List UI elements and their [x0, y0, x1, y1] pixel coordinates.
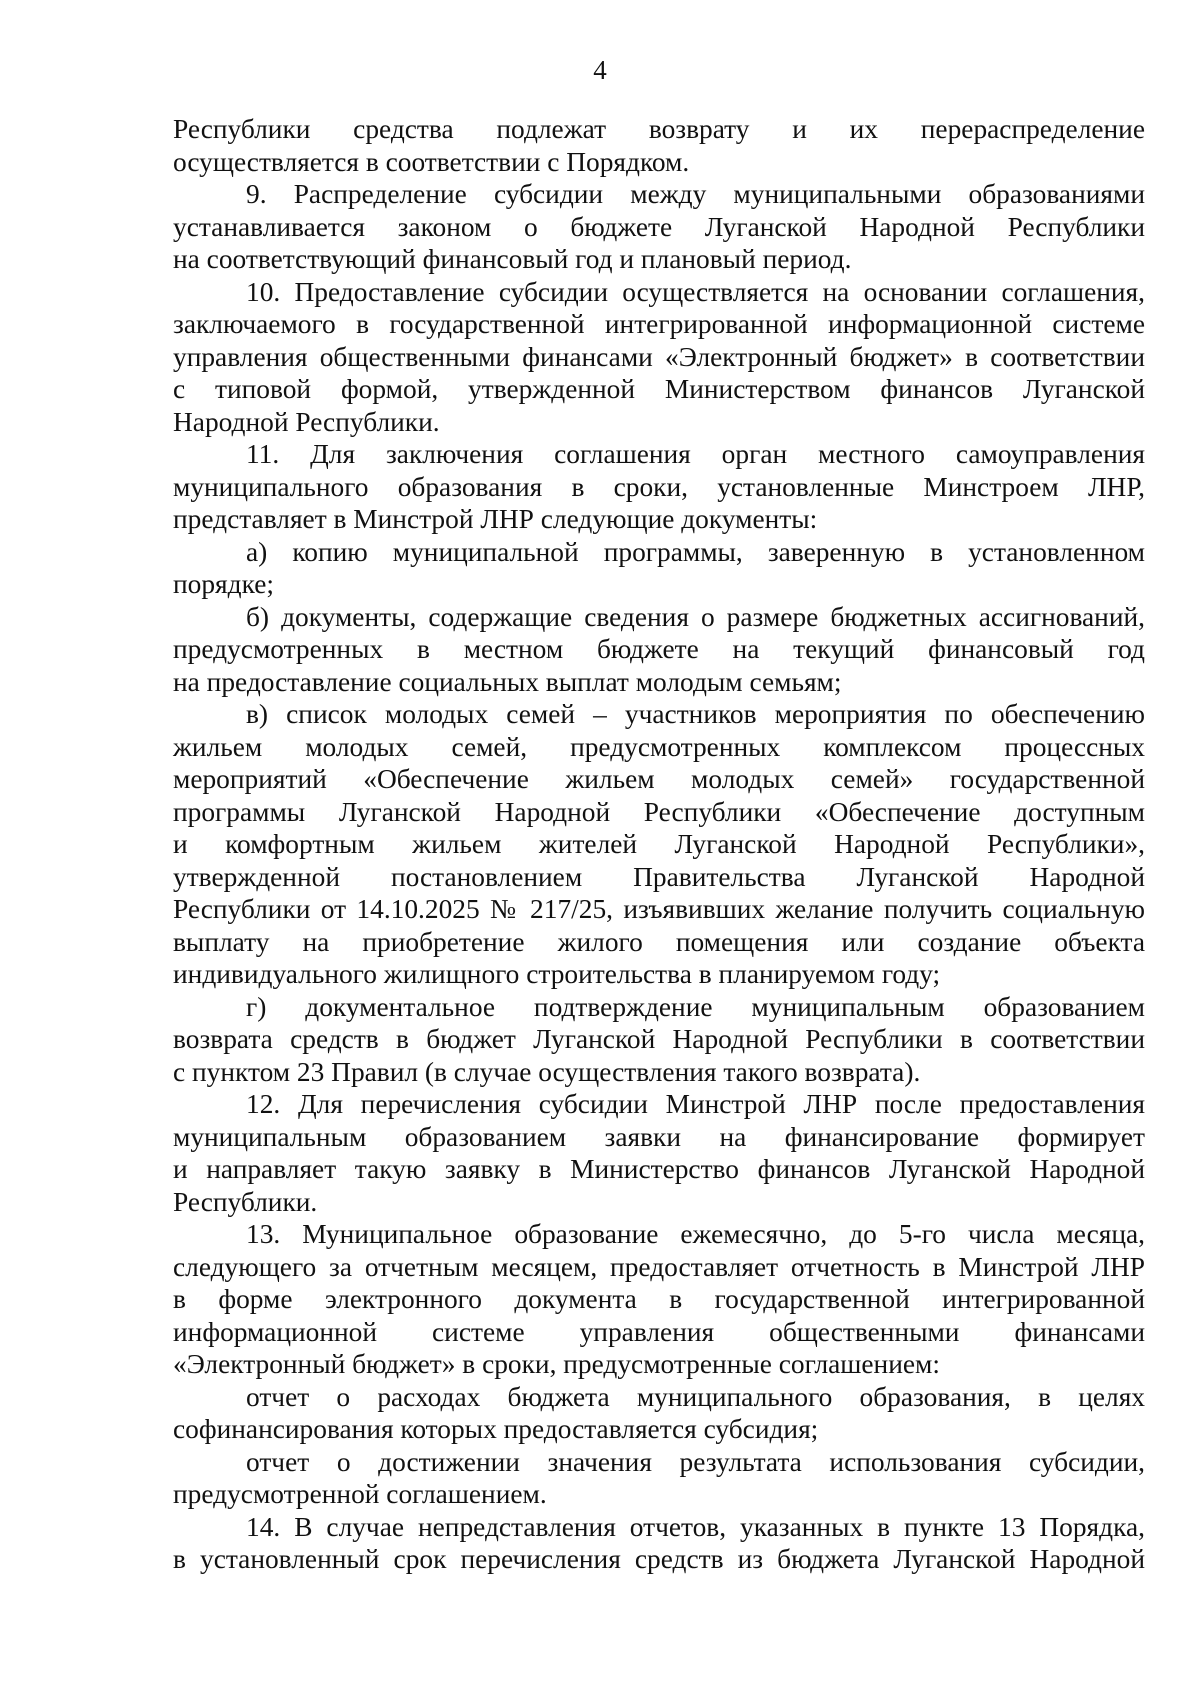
- text-line: выплату на приобретение жилого помещения или создание объекта: [173, 926, 1145, 957]
- text-line: Республики средства подлежат возврату и их перераспределение: [173, 114, 1145, 144]
- text-line: утвержденной постановлением Правительства Луганской Народной: [173, 861, 1145, 892]
- text-line: Республики от 14.10.2025 № 217/25, изъявивших желание получить социальную: [173, 894, 1145, 924]
- text-line: порядке;: [173, 569, 274, 599]
- text-line: на соответствующий финансовый год и плановый период.: [173, 244, 852, 274]
- text-line: с пунктом 23 Правил (в случае осуществления такого возврата).: [173, 1056, 921, 1087]
- text-line: Республики.: [173, 1186, 318, 1217]
- text-line: 13. Муниципальное образование ежемесячно, до 5-го числа месяца,: [246, 1219, 1145, 1249]
- text-line: Народной Республики.: [173, 406, 440, 437]
- text-line: возврата средств в бюджет Луганской Народной Республики в соответствии: [173, 1024, 1145, 1054]
- text-line: мероприятий «Обеспечение жильем молодых семей» государственной: [173, 764, 1145, 794]
- paragraph-p13b: [173, 1446, 1145, 1511]
- text-line: на предоставление социальных выплат молодым семьям;: [173, 666, 842, 697]
- text-line: 14. В случае непредставления отчетов, указанных в пункте 13 Порядка,: [246, 1511, 1145, 1542]
- page-number: 4: [593, 55, 607, 85]
- paragraph-p10: [173, 276, 1145, 439]
- text-line: 12. Для перечисления субсидии Минстрой ЛНР после предоставления: [246, 1089, 1145, 1119]
- paragraph-p11b: [173, 601, 1145, 699]
- text-line: б) документы, содержащие сведения о размере бюджетных ассигнований,: [246, 601, 1145, 632]
- text-line: муниципальным образованием заявки на финансирование формирует: [173, 1121, 1145, 1152]
- text-line: софинансирования которых предоставляется субсидия;: [173, 1414, 819, 1444]
- paragraph-p11a: [173, 536, 1145, 601]
- text-line: «Электронный бюджет» в сроки, предусмотренные соглашением:: [173, 1349, 940, 1379]
- text-line: представляет в Минстрой ЛНР следующие документы:: [173, 504, 818, 534]
- text-line: предусмотренных в местном бюджете на текущий финансовый год: [173, 634, 1145, 664]
- text-line: устанавливается законом о бюджете Луганской Народной Республики: [173, 211, 1145, 242]
- text-line: 10. Предоставление субсидии осуществляется на основании соглашения,: [246, 276, 1145, 307]
- text-line: г) документальное подтверждение муниципальным образованием: [246, 991, 1145, 1022]
- text-line: отчет о расходах бюджета муниципального образования, в целях: [246, 1381, 1145, 1412]
- text-line: в) список молодых семей – участников мероприятия по обеспечению: [246, 699, 1145, 729]
- paragraph-p11: [173, 438, 1145, 536]
- text-line: заключаемого в государственной интегрированной информационной системе: [173, 309, 1145, 339]
- text-line: осуществляется в соответствии с Порядком.: [173, 146, 690, 177]
- paragraph-p13: [173, 1218, 1145, 1381]
- text-line: с типовой формой, утвержденной Министерством финансов Луганской: [173, 374, 1145, 404]
- text-line: индивидуального жилищного строительства в планируемом году;: [173, 959, 941, 989]
- text-line: в форме электронного документа в государственной интегрированной: [173, 1284, 1145, 1314]
- text-line: в установленный срок перечисления средств из бюджета Луганской Народной: [173, 1544, 1145, 1574]
- text-line: 11. Для заключения соглашения орган местного самоуправления: [246, 439, 1145, 469]
- text-line: отчет о достижении значения результата использования субсидии,: [246, 1446, 1145, 1477]
- text-line: управления общественными финансами «Электронный бюджет» в соответствии: [173, 341, 1145, 372]
- paragraph-p13a: [173, 1381, 1145, 1446]
- paragraph-p9: [173, 178, 1145, 276]
- document-body: [173, 113, 1145, 1576]
- paragraph-p0: [173, 113, 1145, 178]
- text-line: муниципального образования в сроки, установленные Минстроем ЛНР,: [173, 471, 1145, 502]
- text-line: и комфортным жильем жителей Луганской Народной Республики»,: [173, 829, 1145, 859]
- text-line: и направляет такую заявку в Министерство финансов Луганской Народной: [173, 1154, 1145, 1184]
- text-line: следующего за отчетным месяцем, предоставляет отчетность в Минстрой ЛНР: [173, 1251, 1145, 1282]
- text-line: предусмотренной соглашением.: [173, 1479, 547, 1509]
- text-line: программы Луганской Народной Республики «Обеспечение доступным: [173, 796, 1145, 827]
- paragraph-p14: [173, 1511, 1145, 1576]
- paragraph-p12: [173, 1088, 1145, 1218]
- paragraph-p11g: [173, 991, 1145, 1089]
- text-line: 9. Распределение субсидии между муниципальными образованиями: [246, 179, 1145, 209]
- text-line: информационной системе управления общественными финансами: [173, 1316, 1145, 1347]
- text-line: жильем молодых семей, предусмотренных комплексом процессных: [173, 731, 1145, 762]
- paragraph-p11v: [173, 698, 1145, 991]
- text-line: а) копию муниципальной программы, заверенную в установленном: [246, 536, 1145, 567]
